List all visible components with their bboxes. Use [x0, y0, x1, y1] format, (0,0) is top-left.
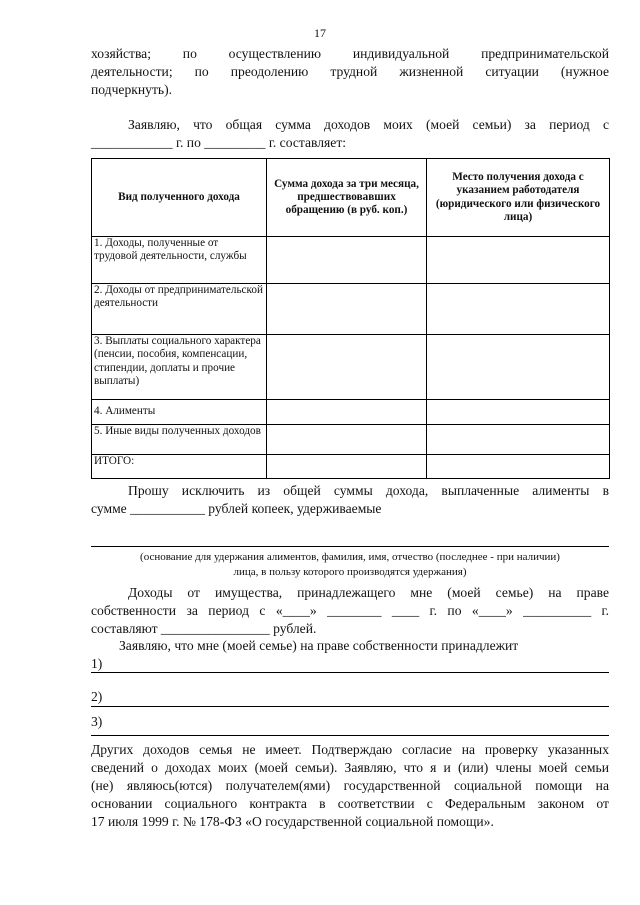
table-row	[92, 400, 610, 425]
amount-cell[interactable]	[267, 400, 427, 425]
header-income-type: Вид полученного дохода	[92, 159, 267, 237]
intro-line-1	[91, 45, 609, 62]
source-cell[interactable]	[427, 425, 610, 455]
intro-word: по	[182, 46, 197, 61]
row-label: 3. Выплаты социального характера (пенсии, пособия, компенсации, стипендии, доплаты и прочие выплаты)	[92, 335, 267, 400]
ownership-item-1: 1)	[91, 656, 103, 671]
page-number: 17	[314, 26, 326, 40]
total-amount-cell[interactable]	[267, 455, 427, 479]
declaration-line-2: ____________ г. по _________ г. составляет:	[91, 135, 347, 150]
intro-line-3: подчеркнуть).	[91, 82, 173, 97]
amount-cell[interactable]	[267, 335, 427, 400]
amount-cell[interactable]	[267, 284, 427, 335]
table-row	[92, 425, 610, 455]
ownership-line-2[interactable]	[91, 706, 609, 707]
row-label: 4. Алименты	[92, 400, 267, 425]
intro-line-2: деятельности; по преодолению трудной жизненной ситуации (нужное	[91, 64, 609, 79]
total-source-cell[interactable]	[427, 455, 610, 479]
header-income-source: Место получения дохода с указанием работодателя (юридического или физического лица)	[427, 159, 610, 237]
alimony-basis-line[interactable]	[91, 546, 609, 547]
table-row	[92, 237, 610, 284]
declaration-line-1: Заявляю, что общая сумма доходов моих (моей семьи) за период с	[128, 117, 609, 132]
ownership-line-1[interactable]	[91, 672, 609, 673]
amount-cell[interactable]	[267, 425, 427, 455]
closing-line-5: 17 июля 1999 г. № 178-ФЗ «О государственной социальной помощи».	[91, 814, 494, 829]
income-table	[91, 158, 610, 479]
table-row	[92, 284, 610, 335]
intro-word: индивидуальной	[352, 46, 450, 61]
alimony-line-1: Прошу исключить из общей суммы дохода, выплаченные алименты в	[128, 483, 609, 498]
source-cell[interactable]	[427, 335, 610, 400]
property-line-2: собственности за период с «____» ________ ____ г. по «____» __________ г.	[91, 603, 609, 618]
amount-cell[interactable]	[267, 237, 427, 284]
closing-line-3: (не) являюсь(ются) получателем(ями) государственной социальной помощи на	[91, 778, 609, 793]
total-label: ИТОГО:	[92, 455, 267, 479]
alimony-note-1: (основание для удержания алиментов, фамилия, имя, отчество (последнее - при наличии)	[140, 551, 560, 563]
row-label: 2. Доходы от предпринимательской деятельности	[92, 284, 267, 335]
row-label: 5. Иные виды полученных доходов	[92, 425, 267, 455]
intro-word: осуществлению	[228, 46, 322, 61]
table-header-row	[92, 159, 610, 237]
closing-line-2: сведений о доходах моих (моей семьи). Заявляю, что я и (или) члены моей семьи	[91, 760, 609, 775]
ownership-item-3: 3)	[91, 714, 103, 729]
ownership-line-3[interactable]	[91, 735, 609, 736]
ownership-item-2: 2)	[91, 689, 103, 704]
property-line-3: составляют ________________ рублей.	[91, 621, 317, 636]
header-income-amount: Сумма дохода за три месяца, предшествовавших обращению (в руб. коп.)	[267, 159, 427, 237]
source-cell[interactable]	[427, 284, 610, 335]
row-label: 1. Доходы, полученные от трудовой деятельности, службы	[92, 237, 267, 284]
closing-line-4: основании социального контракта в соответствии с Федеральным законом от	[91, 796, 609, 811]
source-cell[interactable]	[427, 237, 610, 284]
ownership-statement: Заявляю, что мне (моей семье) на праве собственности принадлежит	[119, 638, 519, 653]
table-total-row	[92, 455, 610, 479]
property-line-1: Доходы от имущества, принадлежащего мне (моей семье) на праве	[128, 585, 609, 600]
alimony-line-2: сумме ___________ рублей копеек, удерживаемые	[91, 501, 382, 516]
alimony-note-2: лица, в пользу которого производятся удержания)	[233, 566, 467, 578]
source-cell[interactable]	[427, 400, 610, 425]
intro-word: хозяйства;	[91, 46, 151, 61]
intro-word: предпринимательской	[481, 46, 609, 61]
table-row	[92, 335, 610, 400]
closing-line-1: Других доходов семья не имеет. Подтверждаю согласие на проверку указанных	[91, 742, 609, 757]
